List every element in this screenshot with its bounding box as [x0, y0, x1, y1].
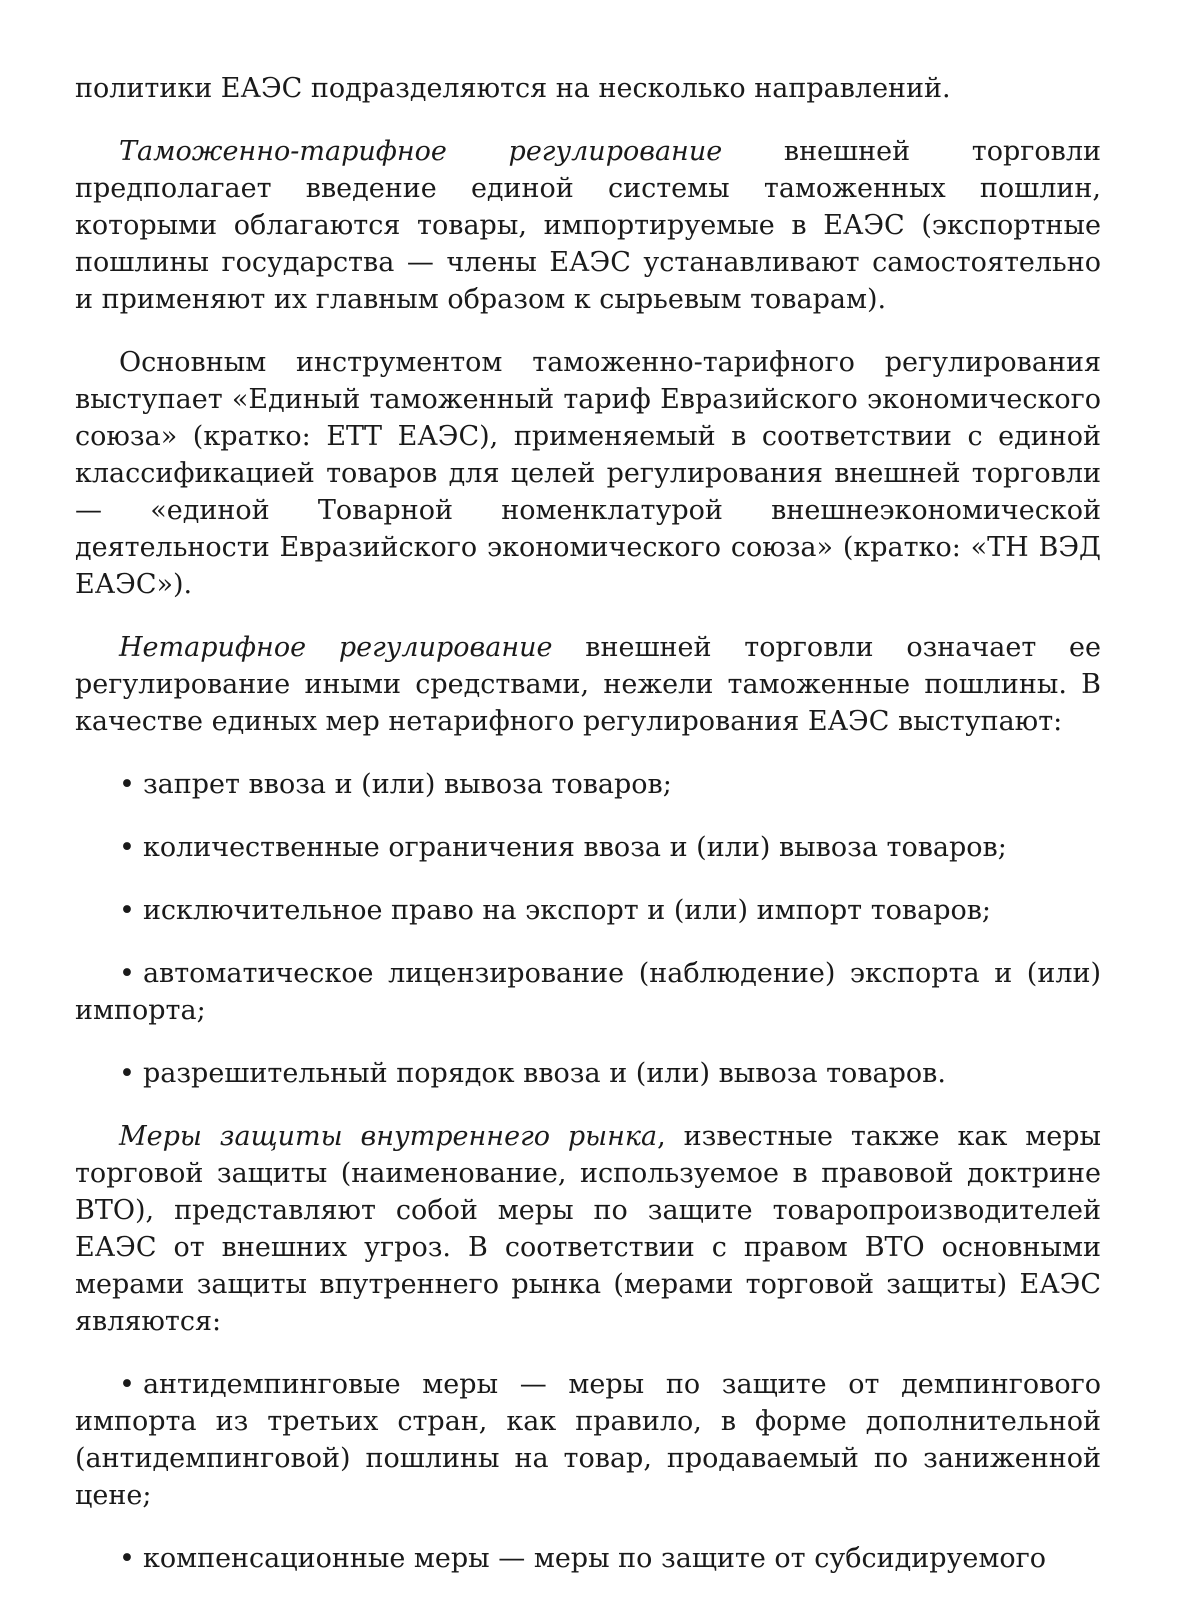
list-item-text: разрешительный порядок ввоза и (или) вывоза товаров. [142, 1058, 946, 1089]
paragraph-ett: Основным инструментом таможенно-тарифного регулирования выступает «Единый таможенный тариф Евразийского экономического союза» (кратко: ЕТТ ЕАЭС), применяемый в соответствии с единой классификацией товаров для целей регулирования внешней торговли — «единой Товарной номенклатурой внешнеэкономической деятельности Евразийского экономического союза» (кратко: «ТН ВЭД ЕАЭС»). [75, 347, 1101, 600]
paragraph-market-protection-text: , известные также как меры торговой защиты (наименование, используемое в правовой доктрине ВТО), представляют собой меры по защите товаропроизводителей ЕАЭС от внешних угроз. В соответствии с правом ВТО основными мерами защиты впутреннего рынка (мерами торговой защиты) ЕАЭС являются: [75, 1121, 1101, 1337]
paragraph-intro: политики ЕАЭС подразделяются на несколько направлений. [75, 73, 951, 104]
list-item-text: запрет ввоза и (или) вывоза товаров; [142, 769, 672, 800]
bullet-icon: • [119, 958, 135, 989]
list-item-text: количественные ограничения ввоза и (или) вывоза товаров; [142, 832, 1007, 863]
bullet-icon: • [119, 1058, 135, 1089]
bullet-icon: • [119, 769, 135, 800]
paragraph-nontariff-text: внешней торговли означает ее регулирование иными средствами, нежели таможенные пошлины. В качестве единых мер нетарифного регулирования ЕАЭС выступают: [75, 632, 1101, 737]
list-item-text: компенсационные меры — меры по защите от субсидируемого [142, 1543, 1047, 1574]
list-item [75, 892, 1101, 929]
list-item [75, 766, 1101, 803]
list-item [75, 1366, 1101, 1514]
term-nontariff-regulation: Нетарифное регулирование [119, 632, 553, 663]
paragraph-nontariff-regulation [75, 629, 1101, 740]
bullet-icon: • [119, 1369, 135, 1400]
bullet-icon: • [119, 895, 135, 926]
list-item [75, 1055, 1101, 1092]
document-page [75, 70, 1101, 1603]
list-item [75, 829, 1101, 866]
paragraph-market-protection [75, 1118, 1101, 1340]
list-item [75, 1540, 1101, 1577]
list-item-text: автоматическое лицензирование (наблюдение) экспорта и (или) импорта; [75, 958, 1101, 1026]
paragraph-tariff-regulation [75, 133, 1101, 318]
list-item-text: исключительное право на экспорт и (или) импорт товаров; [142, 895, 992, 926]
paragraph-tariff-text: внешней торговли предполагает введение единой системы таможенных пошлин, которыми облагаются товары, импортируемые в ЕАЭС (экспортные пошлины государства — члены ЕАЭС устанавливают самостоятельно и применяют их главным образом к сырьевым товарам). [75, 136, 1101, 315]
list-item-text: антидемпинговые меры — меры по защите от демпингового импорта из третьих стран, как правило, в форме дополнительной (антидемпинговой) пошлины на товар, продаваемый по заниженной цене; [75, 1369, 1101, 1511]
list-item [75, 955, 1101, 1029]
bullet-icon: • [119, 832, 135, 863]
term-market-protection: Меры защиты внутреннего рынка [119, 1121, 658, 1152]
term-tariff-regulation: Таможенно-тарифное регулирование [119, 136, 723, 167]
bullet-icon: • [119, 1543, 135, 1574]
